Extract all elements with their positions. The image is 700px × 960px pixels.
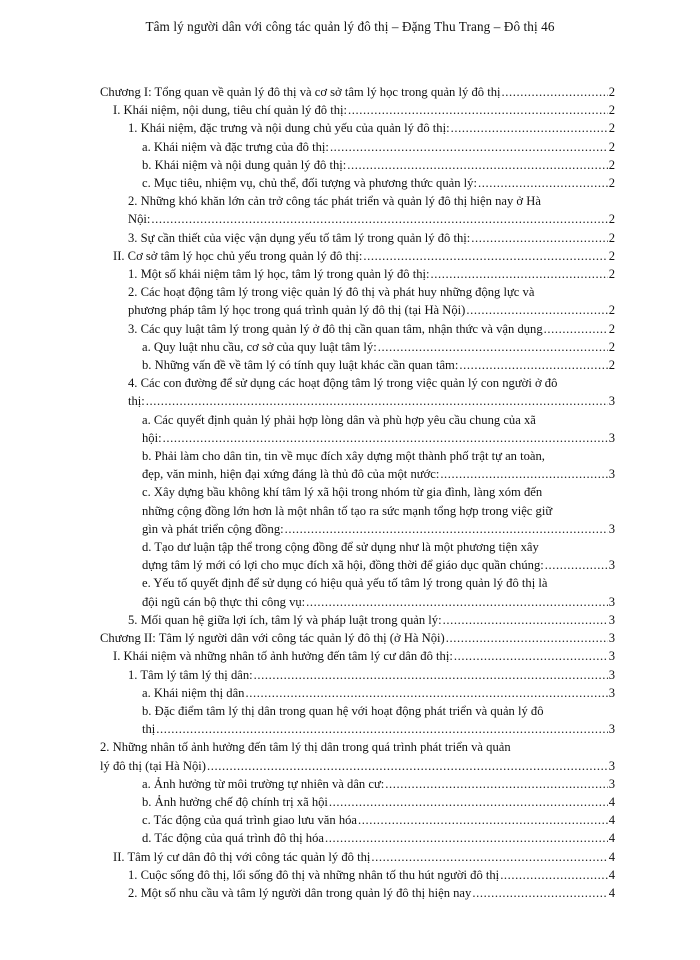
- toc-page-number: 2: [608, 267, 615, 282]
- toc-page-number: 3: [608, 394, 615, 409]
- dot-leader: [454, 647, 608, 665]
- toc-entry-text: thị: [142, 722, 156, 737]
- toc-entry-text: 2. Một số nhu cầu và tâm lý người dân trong quản lý đô thị hiện nay: [128, 885, 472, 900]
- toc-entry[interactable]: [100, 320, 615, 338]
- toc-entry-text-line1: c. Xây dựng bầu không khí tâm lý xã hội trong nhóm từ gia đình, làng xóm đến: [142, 485, 543, 500]
- toc-entry[interactable]: [100, 192, 615, 228]
- toc-entry-text: 3. Các quy luật tâm lý trong quản lý ở đô thị cần quan tâm, nhận thức và vận dụng: [128, 321, 543, 336]
- toc-entry[interactable]: [100, 138, 615, 156]
- toc-entry[interactable]: [100, 793, 615, 811]
- toc-entry-text: II. Tâm lý cư dân đô thị với công tác quản lý đô thị: [113, 849, 371, 864]
- toc-page-number: 3: [608, 776, 615, 791]
- toc-entry[interactable]: [100, 848, 615, 866]
- toc-entry-text: a. Quy luật nhu cầu, cơ sở của quy luật tâm lý:: [142, 339, 377, 354]
- toc-entry-text: 1. Cuộc sống đô thị, lối sống đô thị và những nhân tố thu hút người đô thị: [128, 867, 500, 882]
- toc-entry[interactable]: [100, 666, 615, 684]
- toc-page-number: 2: [608, 121, 615, 136]
- toc-page-number: 2: [608, 230, 615, 245]
- toc-entry-chapter-1[interactable]: [100, 83, 615, 101]
- toc-entry[interactable]: [100, 265, 615, 283]
- toc-entry-text: b. Khái niệm và nội dung quản lý đô thị:: [142, 157, 347, 172]
- dot-leader: [151, 210, 607, 228]
- dot-leader: [466, 301, 607, 319]
- toc-page-number: 2: [608, 157, 615, 172]
- toc-entry-text-line2: những cộng đồng lớn hơn là một nhân tố tạo ra sức mạnh tổng hợp trong việc giữ: [142, 503, 553, 518]
- toc-page-number: 4: [608, 885, 615, 900]
- toc-entry-text-line1: b. Đặc điểm tâm lý thị dân trong quan hệ với hoạt động phát triển và quản lý đô: [142, 703, 544, 718]
- toc-page-number: 3: [608, 685, 615, 700]
- toc-entry[interactable]: [100, 684, 615, 702]
- toc-entry[interactable]: [100, 229, 615, 247]
- dot-leader: [330, 138, 608, 156]
- toc-entry[interactable]: [100, 374, 615, 410]
- toc-entry-text: b. Ảnh hưởng chế độ chính trị xã hội: [142, 794, 328, 809]
- dot-leader: [459, 356, 607, 374]
- toc-entry[interactable]: [100, 884, 615, 902]
- toc-entry-text-line1: 4. Các con đường để sử dụng các hoạt động tâm lý trong việc quản lý con người ở đô: [128, 376, 558, 391]
- toc-entry[interactable]: [100, 866, 615, 884]
- toc-entry[interactable]: [100, 101, 615, 119]
- toc-entry-text: b. Những vấn đề về tâm lý có tính quy luật khác cần quan tâm:: [142, 358, 459, 373]
- toc-entry-text: hội:: [142, 430, 162, 445]
- toc-entry[interactable]: [100, 811, 615, 829]
- toc-page-number: 2: [608, 303, 615, 318]
- toc-entry-text: a. Khái niệm và đặc trưng của đô thị:: [142, 139, 329, 154]
- toc-entry-text: c. Tác động của quá trình giao lưu văn hóa: [142, 813, 358, 828]
- dot-leader: [544, 320, 608, 338]
- toc-page-number: 2: [608, 85, 615, 99]
- toc-page-number: 2: [608, 176, 615, 191]
- toc-page-number: 2: [608, 103, 615, 118]
- toc-page-number: 3: [608, 631, 615, 646]
- toc-entry[interactable]: [100, 411, 615, 447]
- dot-leader: [446, 629, 608, 647]
- toc-page-number: 2: [608, 212, 615, 227]
- dot-leader: [451, 119, 608, 137]
- toc-page-number: 3: [608, 467, 615, 482]
- dot-leader: [325, 829, 608, 847]
- dot-leader: [431, 265, 608, 283]
- toc-page-number: 2: [608, 248, 615, 263]
- dot-leader: [363, 247, 607, 265]
- toc-entry[interactable]: [100, 247, 615, 265]
- toc-page-number: 3: [608, 521, 615, 536]
- toc-entry-text-line1: d. Tạo dư luận tập thể trong cộng đồng để sử dụng như là một phương tiện xây: [142, 540, 539, 555]
- toc-page-number: 3: [608, 558, 615, 573]
- toc-entry[interactable]: [100, 829, 615, 847]
- toc-entry-text-line1: 2. Những nhân tố ảnh hưởng đến tâm lý thị dân trong quá trình phát triển và quản: [100, 740, 511, 755]
- toc-entry-text: c. Mục tiêu, nhiệm vụ, chủ thể, đối tượng và phương thức quản lý:: [142, 176, 477, 191]
- dot-leader: [329, 793, 608, 811]
- toc-entry-text: I. Khái niệm và những nhân tố ảnh hưởng đến tâm lý cư dân đô thị:: [113, 649, 453, 664]
- dot-leader: [443, 611, 608, 629]
- toc-entry[interactable]: [100, 447, 615, 483]
- toc-entry-text: đội ngũ cán bộ thực thi công vụ:: [142, 594, 306, 609]
- toc-entry-text: lý đô thị (tại Hà Nội): [100, 758, 206, 773]
- toc-page-number: 3: [608, 722, 615, 737]
- toc-entry[interactable]: [100, 611, 615, 629]
- dot-leader: [471, 229, 607, 247]
- dot-leader: [163, 429, 608, 447]
- dot-leader: [306, 593, 608, 611]
- dot-leader: [371, 848, 607, 866]
- page-header: Tâm lý người dân với công tác quản lý đô thị – Đặng Thu Trang – Đô thị 46: [145, 19, 555, 34]
- toc-entry-text-line1: 2. Các hoạt động tâm lý trong việc quản lý đô thị và phát huy những động lực và: [128, 285, 535, 300]
- toc-page-number: 3: [608, 649, 615, 664]
- toc-entry-text: 1. Tâm lý tâm lý thị dân:: [128, 667, 253, 682]
- toc-entry-text: d. Tác động của quá trình đô thị hóa: [142, 831, 324, 846]
- toc-entry[interactable]: [100, 738, 615, 774]
- toc-entry-chapter-2[interactable]: [100, 629, 615, 647]
- toc-entry-text: Chương I: Tổng quan về quản lý đô thị và cơ sở tâm lý học trong quản lý đô thị: [100, 85, 501, 99]
- toc-entry-text: 3. Sự cần thiết của việc vận dụng yếu tố tâm lý trong quản lý đô thị:: [128, 230, 471, 245]
- dot-leader: [146, 392, 608, 410]
- toc-entry[interactable]: [100, 538, 615, 574]
- toc-entry-text: Chương II: Tâm lý người dân với công tác quản lý đô thị (ở Hà Nội): [100, 631, 445, 646]
- toc-entry[interactable]: [100, 156, 615, 174]
- toc-page-number: 2: [608, 321, 615, 336]
- toc-page-number: 3: [608, 430, 615, 445]
- toc-entry[interactable]: [100, 174, 615, 192]
- toc-entry[interactable]: [100, 283, 615, 319]
- toc-entry-text: phương pháp tâm lý học trong quá trình quản lý đô thị (tại Hà Nội): [128, 303, 466, 318]
- table-of-contents: [100, 83, 615, 902]
- toc-page-number: 4: [608, 849, 615, 864]
- toc-entry-text: đẹp, văn minh, hiện đại xứng đáng là thủ đô của một nước:: [142, 467, 440, 482]
- toc-entry[interactable]: [100, 574, 615, 610]
- dot-leader: [207, 757, 608, 775]
- toc-page-number: 4: [608, 794, 615, 809]
- toc-page-number: 2: [608, 139, 615, 154]
- toc-entry-text: 5. Mối quan hệ giữa lợi ích, tâm lý và pháp luật trong quản lý:: [128, 612, 442, 627]
- toc-entry[interactable]: [100, 483, 615, 538]
- dot-leader: [502, 83, 608, 101]
- toc-page-number: 3: [608, 612, 615, 627]
- dot-leader: [156, 720, 607, 738]
- dot-leader: [500, 866, 608, 884]
- toc-entry-text: a. Khái niệm thị dân: [142, 685, 245, 700]
- toc-entry-text-line1: 2. Những khó khăn lớn cản trở công tác phát triển và quản lý đô thị hiện nay ở Hà: [128, 194, 541, 209]
- toc-entry[interactable]: [100, 119, 615, 137]
- toc-entry-text-line1: b. Phải làm cho dân tin, tin về mục đích xây dựng một thành phố trật tự an toàn,: [142, 449, 545, 464]
- dot-leader: [545, 556, 608, 574]
- toc-entry[interactable]: [100, 338, 615, 356]
- toc-entry-text: II. Cơ sở tâm lý học chủ yếu trong quản lý đô thị:: [113, 248, 363, 263]
- toc-entry-text: dựng tâm lý mới có lợi cho mục đích xã hội, đồng thời để giáo dục quần chúng:: [142, 558, 544, 573]
- dot-leader: [245, 684, 607, 702]
- toc-entry-text: 1. Khái niệm, đặc trưng và nội dung chủ yếu của quản lý đô thị:: [128, 121, 450, 136]
- toc-page-number: 3: [608, 758, 615, 773]
- toc-entry-text: I. Khái niệm, nội dung, tiêu chí quản lý đô thị:: [113, 103, 347, 118]
- toc-entry-text: gìn và phát triển cộng đồng:: [142, 521, 284, 536]
- toc-entry-text: Nội:: [128, 212, 151, 227]
- dot-leader: [358, 811, 608, 829]
- dot-leader: [348, 101, 608, 119]
- toc-entry-text-line1: e. Yếu tố quyết định để sử dụng có hiệu quả yếu tố tâm lý trong quản lý đô thị là: [142, 576, 548, 591]
- dot-leader: [478, 174, 608, 192]
- toc-entry[interactable]: [100, 702, 615, 738]
- toc-page-number: 4: [608, 867, 615, 882]
- toc-page-number: 2: [608, 358, 615, 373]
- toc-page-number: 3: [608, 594, 615, 609]
- dot-leader: [347, 156, 607, 174]
- dot-leader: [254, 666, 608, 684]
- dot-leader: [440, 465, 607, 483]
- toc-entry[interactable]: [100, 647, 615, 665]
- dot-leader: [472, 884, 607, 902]
- dot-leader: [285, 520, 608, 538]
- toc-page-number: 3: [608, 667, 615, 682]
- toc-entry-text: a. Ảnh hưởng từ môi trường tự nhiên và dân cư:: [142, 776, 385, 791]
- toc-page-number: 4: [608, 813, 615, 828]
- toc-entry-text: thị:: [128, 394, 145, 409]
- toc-entry-text: 1. Một số khái niệm tâm lý học, tâm lý trong quản lý đô thị:: [128, 267, 430, 282]
- toc-entry[interactable]: [100, 775, 615, 793]
- toc-page-number: 2: [608, 339, 615, 354]
- toc-entry[interactable]: [100, 356, 615, 374]
- toc-entry-text-line1: a. Các quyết định quản lý phải hợp lòng dân và phù hợp yêu cầu chung của xã: [142, 412, 536, 427]
- dot-leader: [385, 775, 607, 793]
- dot-leader: [378, 338, 608, 356]
- toc-page-number: 4: [608, 831, 615, 846]
